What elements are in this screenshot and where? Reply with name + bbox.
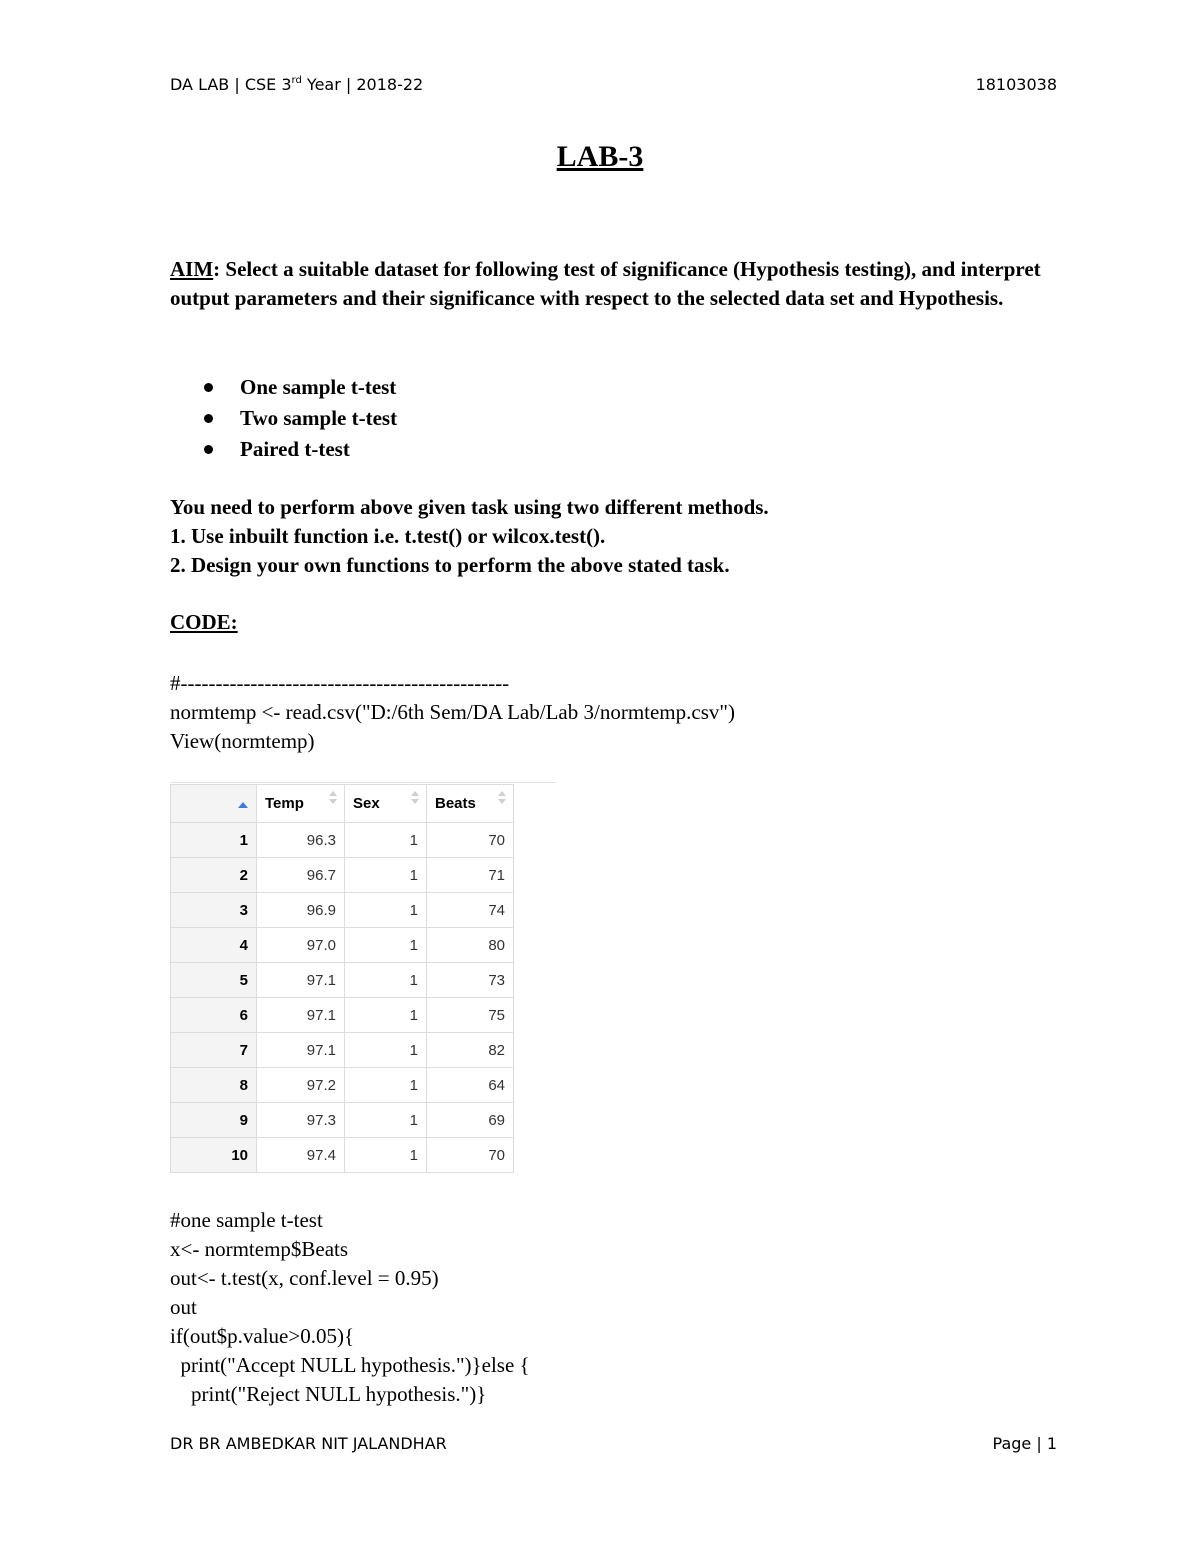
row-number: 4 [171, 928, 257, 963]
row-number: 7 [171, 1033, 257, 1068]
cell-temp: 97.1 [257, 998, 345, 1033]
cell-sex: 1 [345, 928, 427, 963]
row-number: 3 [171, 893, 257, 928]
code-line: normtemp <- read.csv("D:/6th Sem/DA Lab/Lab 3/normtemp.csv") [170, 700, 735, 724]
cell-temp: 96.3 [257, 823, 345, 858]
cell-beats: 71 [427, 858, 514, 893]
bullet-icon [204, 445, 213, 454]
sort-arrows-icon [498, 791, 506, 809]
cell-beats: 80 [427, 928, 514, 963]
list-item-label: Two sample t-test [240, 406, 398, 430]
cell-beats: 64 [427, 1068, 514, 1103]
methods-line: 2. Design your own functions to perform the above stated task. [170, 553, 730, 577]
data-viewer-table [170, 782, 556, 1174]
row-number: 8 [171, 1068, 257, 1103]
methods-instructions [170, 493, 769, 580]
list-item [170, 434, 397, 465]
cell-beats: 75 [427, 998, 514, 1033]
row-number: 10 [171, 1138, 257, 1173]
cell-temp: 96.9 [257, 893, 345, 928]
list-item-label: Paired t-test [240, 437, 350, 461]
code-line: x<- normtemp$Beats [170, 1237, 349, 1261]
cell-sex: 1 [345, 893, 427, 928]
row-number: 5 [171, 963, 257, 998]
code-line: out<- t.test(x, conf.level = 0.95) [170, 1266, 439, 1290]
cell-beats: 74 [427, 893, 514, 928]
row-index-header[interactable] [171, 785, 257, 823]
cell-temp: 97.3 [257, 1103, 345, 1138]
cell-temp: 97.1 [257, 1033, 345, 1068]
cell-temp: 97.0 [257, 928, 345, 963]
code-line: #one sample t-test [170, 1208, 323, 1232]
row-number: 1 [171, 823, 257, 858]
aim-text: : Select a suitable dataset for following test of significance (Hypothesis testing), and interpret output parameters and their significance with respect to the selected data set and Hypothesis. [170, 257, 1041, 310]
column-header-beats[interactable]: Beats [427, 785, 514, 823]
cell-beats: 70 [427, 1138, 514, 1173]
cell-sex: 1 [345, 998, 427, 1033]
code-line: print("Accept NULL hypothesis.")}else { [170, 1353, 530, 1377]
code-heading: CODE: [170, 610, 238, 634]
cell-temp: 97.1 [257, 963, 345, 998]
cell-beats: 82 [427, 1033, 514, 1068]
cell-sex: 1 [345, 1033, 427, 1068]
bullet-icon [204, 414, 213, 423]
column-header-temp[interactable]: Temp [257, 785, 345, 823]
code-line: if(out$p.value>0.05){ [170, 1324, 355, 1348]
row-number: 2 [171, 858, 257, 893]
methods-line: 1. Use inbuilt function i.e. t.test() or wilcox.test(). [170, 524, 606, 548]
table-row [171, 998, 514, 1033]
column-header-sex[interactable]: Sex [345, 785, 427, 823]
header-year: Year | 2018-22 [301, 75, 424, 94]
cell-beats: 69 [427, 1103, 514, 1138]
viewer-top-divider [170, 782, 556, 783]
list-item [170, 372, 397, 403]
row-number: 6 [171, 998, 257, 1033]
aim-paragraph [170, 255, 1050, 313]
cell-sex: 1 [345, 963, 427, 998]
cell-beats: 70 [427, 823, 514, 858]
table-row [171, 823, 514, 858]
sort-arrows-icon [329, 791, 337, 809]
cell-sex: 1 [345, 1138, 427, 1173]
cell-temp: 97.4 [257, 1138, 345, 1173]
methods-line: You need to perform above given task using two different methods. [170, 495, 769, 519]
code-line: #----------------------------------------------- [170, 671, 510, 695]
table-row [171, 928, 514, 963]
cell-temp: 96.7 [257, 858, 345, 893]
footer-page-number: Page | 1 [992, 1434, 1057, 1453]
table-row [171, 893, 514, 928]
code-line: out [170, 1295, 197, 1319]
page-title: LAB-3 [556, 140, 644, 173]
list-item [170, 403, 397, 434]
cell-sex: 1 [345, 1068, 427, 1103]
header-roll-number: 18103038 [975, 75, 1057, 94]
row-number: 9 [171, 1103, 257, 1138]
header-left [170, 75, 423, 94]
code-line: print("Reject NULL hypothesis.")} [170, 1382, 487, 1406]
cell-sex: 1 [345, 823, 427, 858]
aim-label: AIM [170, 257, 214, 281]
code-line: View(normtemp) [170, 729, 315, 753]
cell-sex: 1 [345, 858, 427, 893]
cell-sex: 1 [345, 1103, 427, 1138]
test-list [170, 372, 397, 465]
table-row [171, 1103, 514, 1138]
data-grid [170, 784, 514, 1173]
code-block-one-sample-t-test [170, 1206, 530, 1409]
table-row [171, 858, 514, 893]
table-row [171, 1033, 514, 1068]
bullet-icon [204, 383, 213, 392]
table-header-row [171, 785, 514, 823]
table-row [171, 963, 514, 998]
table-row [171, 1138, 514, 1173]
header-superscript: rd [291, 75, 302, 86]
code-block-load-data [170, 669, 735, 756]
sort-ascending-icon [238, 802, 248, 808]
table-row [171, 1068, 514, 1103]
list-item-label: One sample t-test [240, 375, 397, 399]
footer-institution: DR BR AMBEDKAR NIT JALANDHAR [170, 1434, 447, 1453]
sort-arrows-icon [411, 791, 419, 809]
cell-temp: 97.2 [257, 1068, 345, 1103]
header-course: DA LAB | CSE 3 [170, 75, 292, 94]
cell-beats: 73 [427, 963, 514, 998]
